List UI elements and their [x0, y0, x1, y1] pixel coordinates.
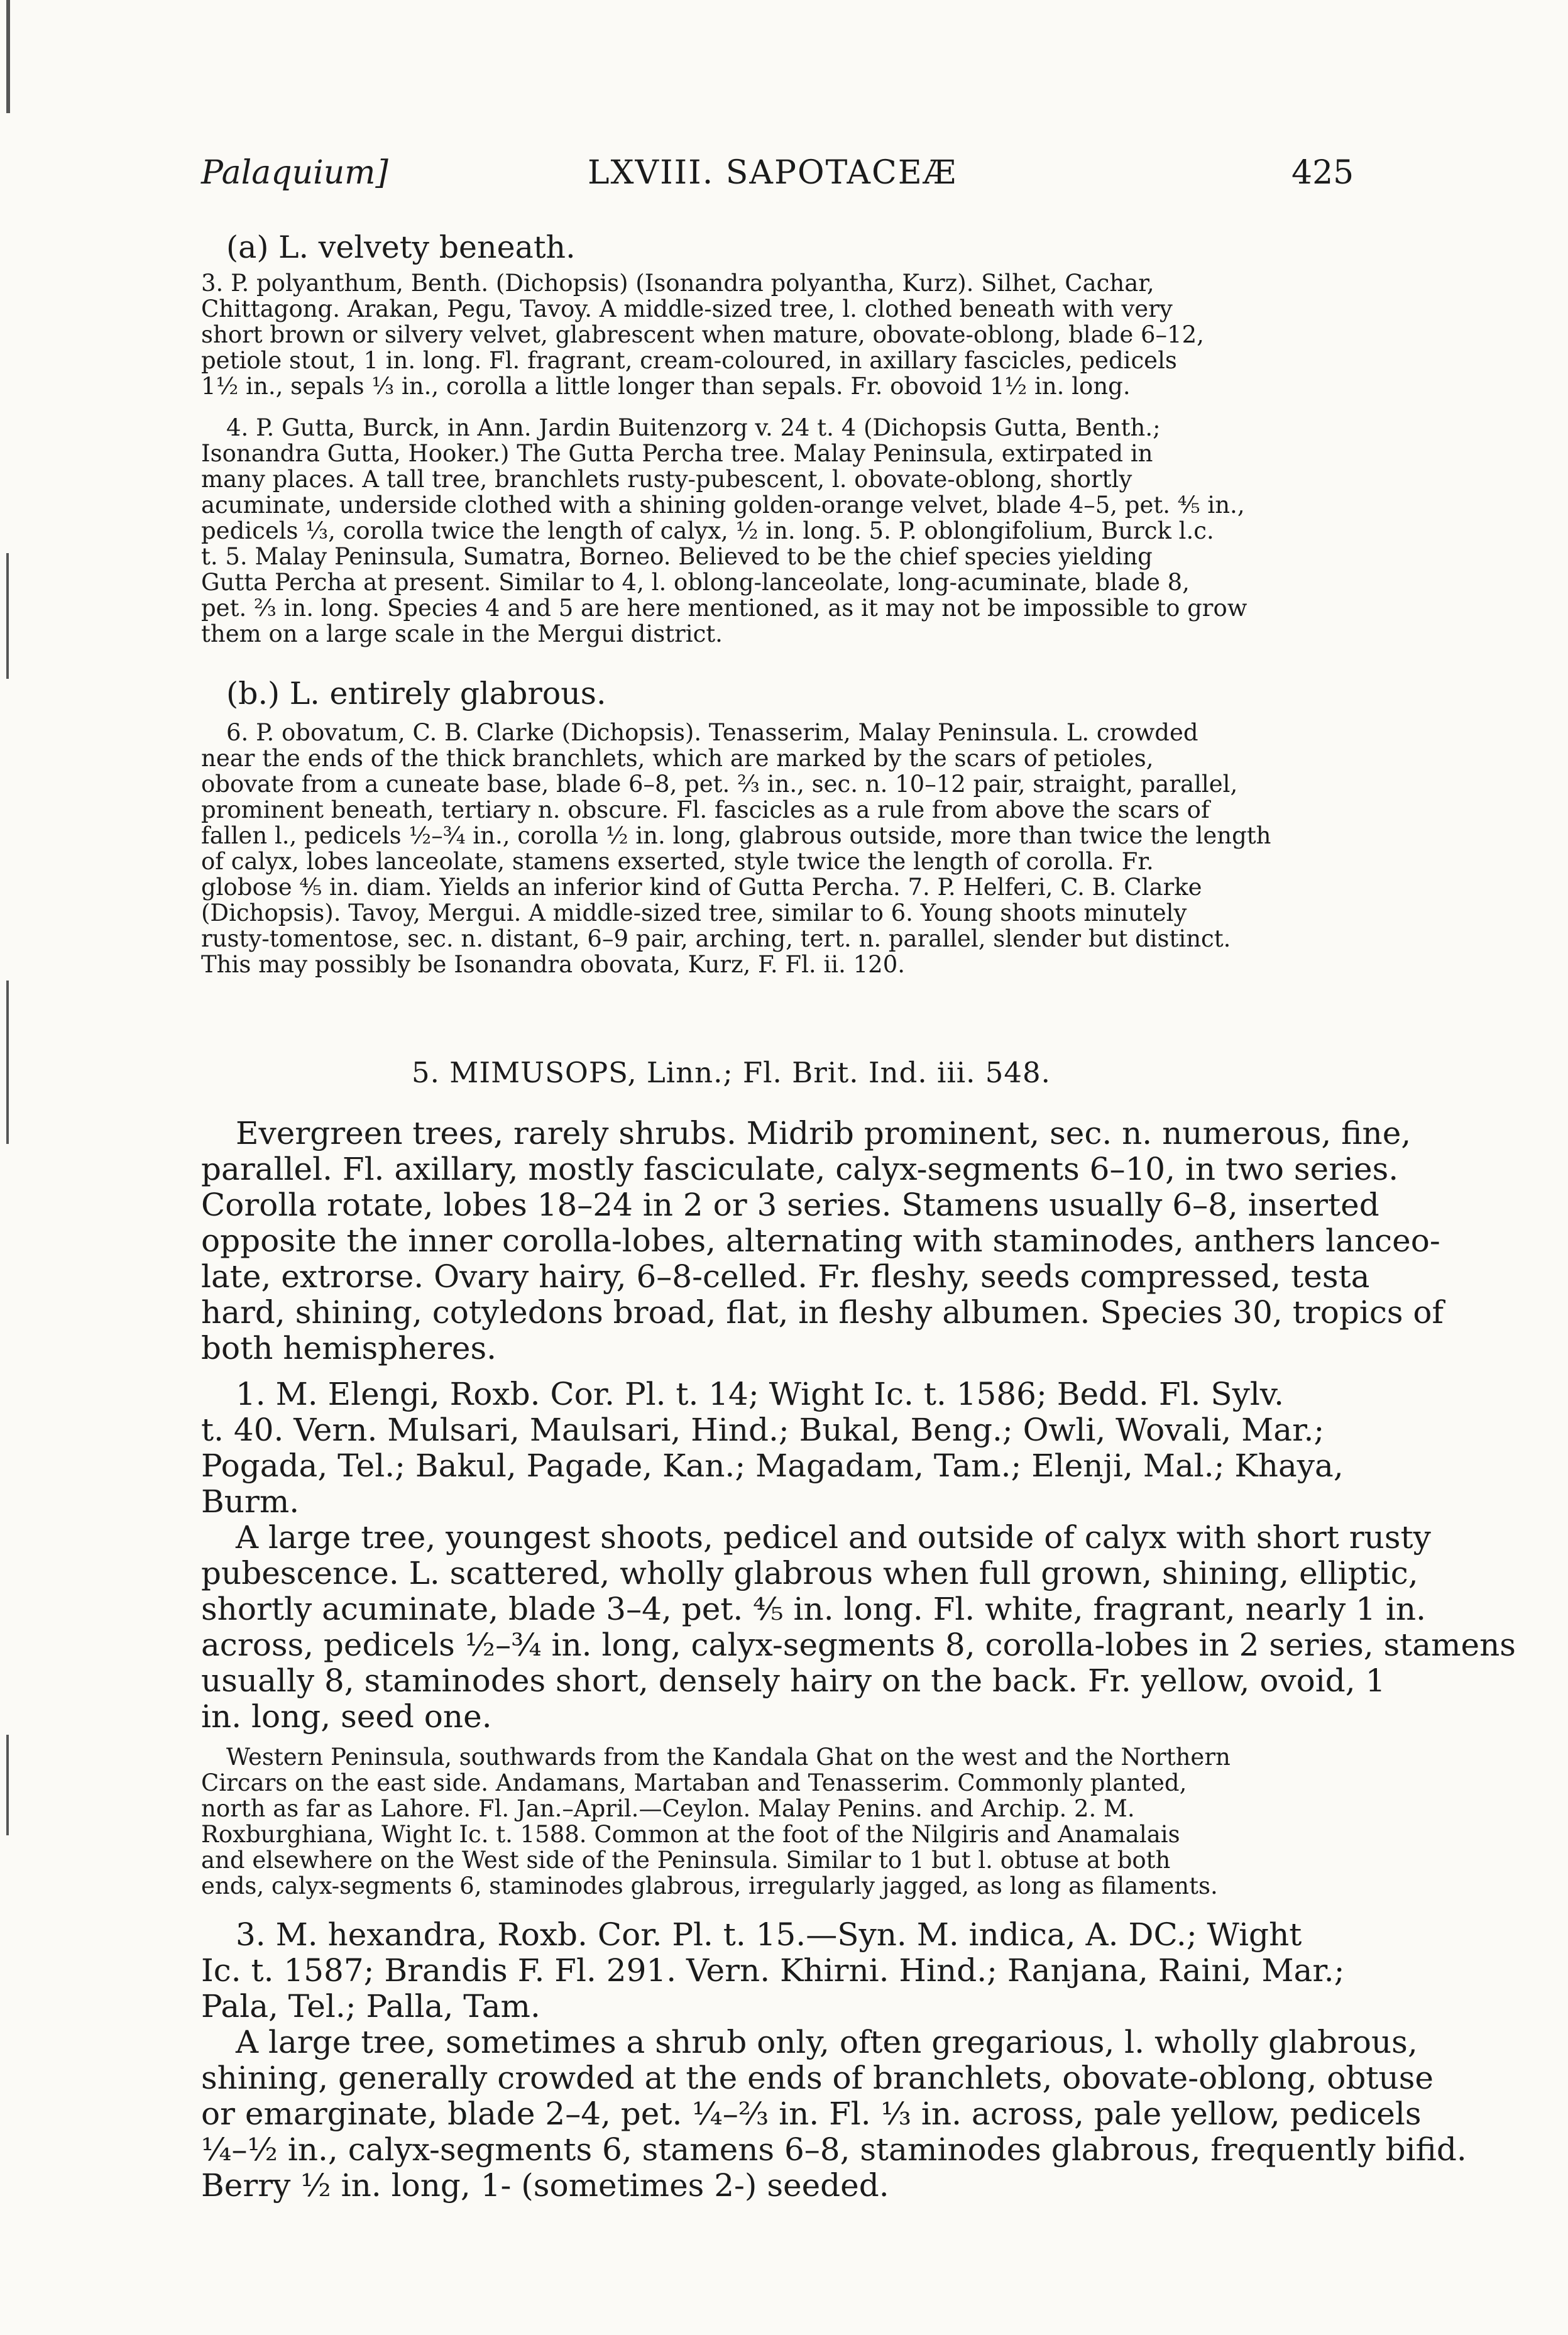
- text-line: petiole stout, 1 in. long. Fl. fragrant, cream-coloured, in axillary fascicles, pedicels: [201, 347, 1177, 374]
- text-line: Circars on the east side. Andamans, Martaban and Tenasserim. Commonly planted,: [201, 1769, 1187, 1796]
- text-line: near the ends of the thick branchlets, which are marked by the scars of petioles,: [201, 745, 1154, 772]
- text-line: A large tree, youngest shoots, pedicel and outside of calyx with short rusty: [236, 1519, 1431, 1556]
- text-line: short brown or silvery velvet, glabrescent when mature, obovate-oblong, blade 6–12,: [201, 321, 1204, 348]
- text-line: ends, calyx-segments 6, staminodes glabrous, irregularly jagged, as long as filaments.: [201, 1872, 1218, 1899]
- text-line: late, extrorse. Ovary hairy, 6–8-celled. Fr. fleshy, seeds compressed, testa: [201, 1258, 1370, 1295]
- species-heading-line: Pogada, Tel.; Bakul, Pagade, Kan.; Magadam, Tam.; Elenji, Mal.; Khaya,: [201, 1448, 1344, 1484]
- binding-edge-mark: [6, 0, 10, 113]
- text-line: north as far as Lahore. Fl. Jan.–April.—Ceylon. Malay Penins. and Archip. 2. M.: [201, 1795, 1135, 1822]
- species-heading-line: Burm.: [201, 1483, 300, 1520]
- text-line: Chittagong. Arakan, Pegu, Tavoy. A middle-sized tree, l. clothed beneath with very: [201, 295, 1173, 322]
- running-head-family: LXVIII. SAPOTACEÆ: [588, 154, 957, 192]
- text-line: 1½ in., sepals ⅓ in., corolla a little longer than sepals. Fr. obovoid 1½ in. long.: [201, 373, 1131, 400]
- species-heading-line: t. 40. Vern. Mulsari, Maulsari, Hind.; Bukal, Beng.; Owli, Wovali, Mar.;: [201, 1412, 1325, 1448]
- species-heading-line: Ic. t. 1587; Brandis F. Fl. 291. Vern. Khirni. Hind.; Ranjana, Raini, Mar.;: [201, 1952, 1345, 1989]
- text-line: This may possibly be Isonandra obovata, Kurz, F. Fl. ii. 120.: [201, 951, 906, 978]
- text-line: obovate from a cuneate base, blade 6–8, pet. ⅔ in., sec. n. 10–12 pair, straight, parallel,: [201, 771, 1238, 798]
- text-line: parallel. Fl. axillary, mostly fasciculate, calyx-segments 6–10, in two series.: [201, 1151, 1399, 1187]
- text-line: 6. P. obovatum, C. B. Clarke (Dichopsis). Tenasserim, Malay Peninsula. L. crowded: [226, 719, 1198, 746]
- text-line: them on a large scale in the Mergui district.: [201, 620, 723, 647]
- text-line: in. long, seed one.: [201, 1698, 492, 1735]
- text-line: Isonandra Gutta, Hooker.) The Gutta Percha tree. Malay Peninsula, extirpated in: [201, 440, 1153, 467]
- text-line: pedicels ⅓, corolla twice the length of calyx, ½ in. long. 5. P. oblongifolium, Burck l.c.: [201, 517, 1214, 544]
- text-line: Corolla rotate, lobes 18–24 in 2 or 3 series. Stamens usually 6–8, inserted: [201, 1187, 1379, 1223]
- text-line: ¼–½ in., calyx-segments 6, stamens 6–8, staminodes glabrous, frequently bifid.: [201, 2131, 1467, 2168]
- species-heading-line: 3. M. hexandra, Roxb. Cor. Pl. t. 15.—Syn. M. indica, A. DC.; Wight: [236, 1916, 1302, 1953]
- text-line: or emarginate, blade 2–4, pet. ¼–⅔ in. Fl. ⅓ in. across, pale yellow, pedicels: [201, 2096, 1422, 2132]
- text-line: 3. P. polyanthum, Benth. (Dichopsis) (Isonandra polyantha, Kurz). Silhet, Cachar,: [201, 270, 1154, 297]
- text-line: and elsewhere on the West side of the Peninsula. Similar to 1 but l. obtuse at both: [201, 1847, 1171, 1874]
- page-number: 425: [1291, 154, 1354, 192]
- text-line: both hemispheres.: [201, 1330, 496, 1366]
- text-line: shortly acuminate, blade 3–4, pet. ⅘ in. long. Fl. white, fragrant, nearly 1 in.: [201, 1591, 1426, 1627]
- text-line: Western Peninsula, southwards from the Kandala Ghat on the west and the Northern: [226, 1744, 1231, 1771]
- text-line: acuminate, underside clothed with a shining golden-orange velvet, blade 4–5, pet. ⅘ in.,: [201, 492, 1245, 519]
- species-heading-line: Pala, Tel.; Palla, Tam.: [201, 1988, 540, 2025]
- text-line: Evergreen trees, rarely shrubs. Midrib prominent, sec. n. numerous, fine,: [236, 1115, 1412, 1151]
- text-line: fallen l., pedicels ½–¾ in., corolla ½ in. long, glabrous outside, more than twice the length: [201, 822, 1271, 849]
- text-line: A large tree, sometimes a shrub only, often gregarious, l. wholly glabrous,: [236, 2024, 1418, 2060]
- text-line: Roxburghiana, Wight Ic. t. 1588. Common at the foot of the Nilgiris and Anamalais: [201, 1821, 1180, 1848]
- genus-heading: 5. MIMUSOPS, Linn.; Fl. Brit. Ind. iii. 548.: [412, 1056, 1051, 1089]
- text-line: 4. P. Gutta, Burck, in Ann. Jardin Buitenzorg v. 24 t. 4 (Dichopsis Gutta, Benth.;: [226, 414, 1161, 441]
- binding-edge-mark: [6, 981, 9, 1144]
- binding-edge-mark: [6, 1735, 9, 1835]
- text-line: pubescence. L. scattered, wholly glabrous when full grown, shining, elliptic,: [201, 1555, 1418, 1591]
- binding-edge-mark: [6, 553, 9, 679]
- text-line: pet. ⅔ in. long. Species 4 and 5 are here mentioned, as it may not be impossible to grow: [201, 595, 1247, 622]
- text-line: across, pedicels ½–¾ in. long, calyx-segments 8, corolla-lobes in 2 series, stamens: [201, 1627, 1516, 1663]
- text-line: (Dichopsis). Tavoy, Mergui. A middle-sized tree, similar to 6. Young shoots minutely: [201, 899, 1187, 926]
- text-line: opposite the inner corolla-lobes, alternating with staminodes, anthers lanceo-: [201, 1222, 1440, 1259]
- group-heading-b: (b.) L. entirely glabrous.: [226, 676, 606, 711]
- text-line: usually 8, staminodes short, densely hairy on the back. Fr. yellow, ovoid, 1: [201, 1662, 1386, 1699]
- text-line: many places. A tall tree, branchlets rusty-pubescent, l. obovate-oblong, shortly: [201, 466, 1132, 493]
- text-line: Gutta Percha at present. Similar to 4, l. oblong-lanceolate, long-acuminate, blade 8,: [201, 569, 1190, 596]
- text-line: t. 5. Malay Peninsula, Sumatra, Borneo. Believed to be the chief species yielding: [201, 543, 1153, 570]
- species-heading-line: 1. M. Elengi, Roxb. Cor. Pl. t. 14; Wight Ic. t. 1586; Bedd. Fl. Sylv.: [236, 1376, 1285, 1412]
- running-head-genus: Palaquium]: [201, 154, 388, 192]
- text-line: prominent beneath, tertiary n. obscure. Fl. fascicles as a rule from above the scars of: [201, 796, 1210, 823]
- text-line: rusty-tomentose, sec. n. distant, 6–9 pair, arching, tert. n. parallel, slender but distinct.: [201, 925, 1231, 952]
- text-line: of calyx, lobes lanceolate, stamens exserted, style twice the length of corolla. Fr.: [201, 848, 1154, 875]
- group-heading-a: (a) L. velvety beneath.: [226, 229, 576, 265]
- text-line: shining, generally crowded at the ends of branchlets, obovate-oblong, obtuse: [201, 2060, 1434, 2096]
- text-line: globose ⅘ in. diam. Yields an inferior kind of Gutta Percha. 7. P. Helferi, C. B. Clarke: [201, 874, 1202, 901]
- text-line: Berry ½ in. long, 1- (sometimes 2-) seeded.: [201, 2167, 889, 2204]
- text-line: hard, shining, cotyledons broad, flat, in fleshy albumen. Species 30, tropics of: [201, 1294, 1444, 1331]
